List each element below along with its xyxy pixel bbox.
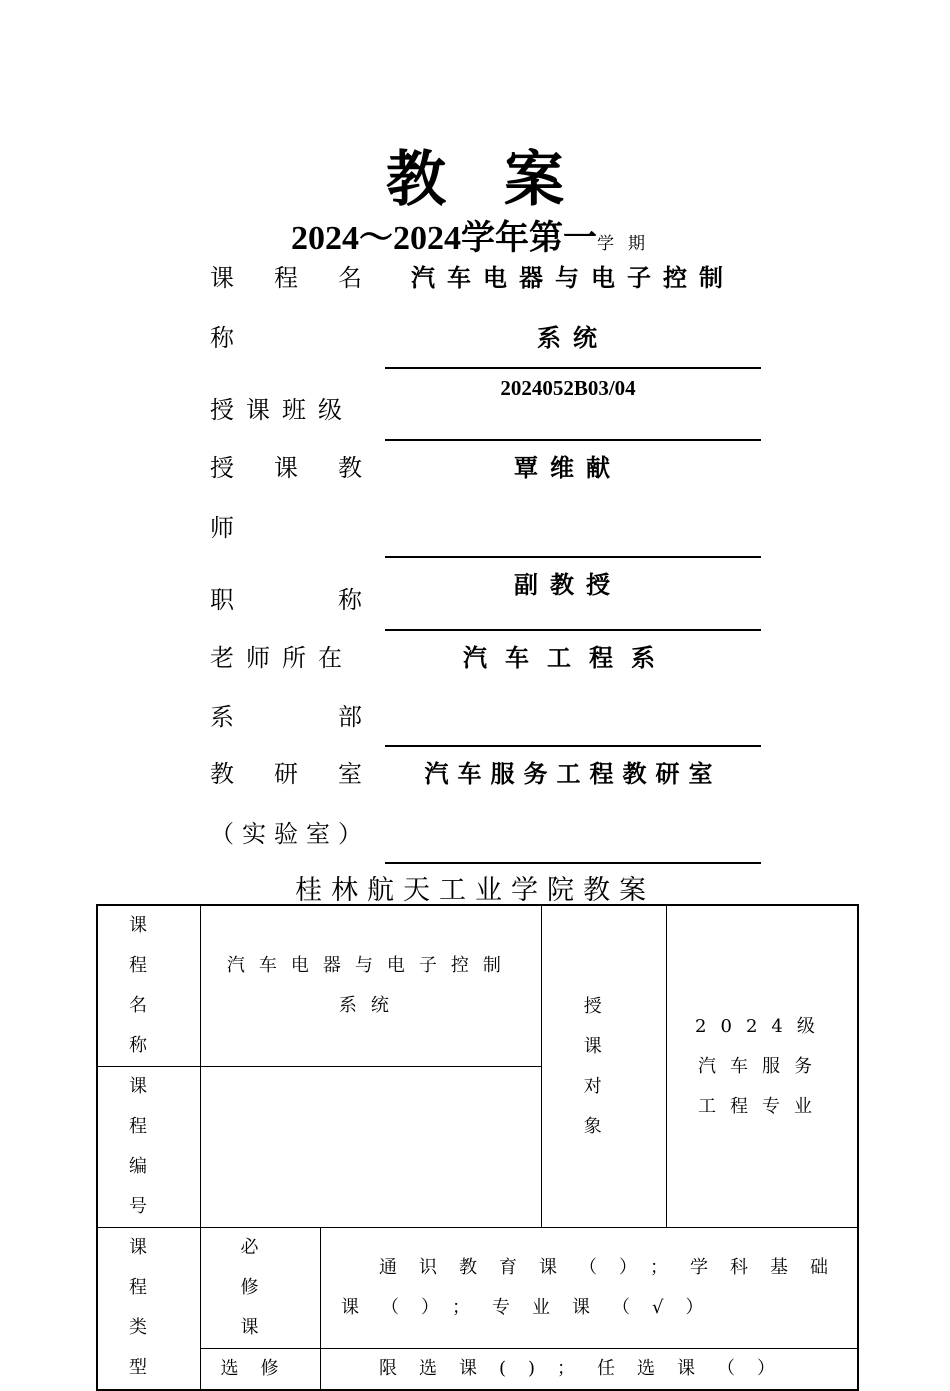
office-value: 汽车服务工程教研室 [424, 759, 722, 788]
semester-suffix: 学期 [597, 234, 659, 254]
page-title: 教案 [386, 145, 622, 215]
dept-underline [385, 745, 761, 747]
course-type-cell-label: 课程类型 [97, 1228, 201, 1391]
course-name-label-2: 称 [210, 324, 236, 352]
dept-label-1: 老师所在 [210, 644, 354, 672]
school-heading: 桂林航天工业学院教案 [295, 875, 655, 906]
required-cell-label: 必修课 [201, 1228, 321, 1349]
class-label: 授课班级 [210, 396, 354, 424]
year-range: 2024～2024学年第一 [291, 220, 597, 257]
course-name-cell-value: 汽车电器与电子控制系统 [201, 905, 542, 1067]
office-label-1: 教研室 [210, 760, 402, 788]
academic-term [0, 210, 950, 259]
required-options-line-1: 通识教育课（）；学科基础 [379, 1257, 850, 1278]
course-name-cell-label: 课程名称 [97, 905, 201, 1067]
elective-cell-label: 选修 [201, 1349, 321, 1391]
course-name-underline [385, 367, 761, 369]
audience-cell-value: 2024级汽车服务工程专业 [666, 905, 858, 1228]
elective-options-cell: 限选课()；任选课（） [321, 1349, 859, 1391]
course-code-cell-label: 课程编号 [97, 1067, 201, 1228]
class-value: 2024052B03/04 [500, 376, 636, 400]
dept-label-2: 系部 [210, 703, 466, 731]
class-underline [385, 439, 761, 441]
teacher-label-2: 师 [210, 514, 236, 542]
title-underline [385, 629, 761, 631]
office-label-2: （实验室） [210, 820, 370, 848]
office-underline [385, 862, 761, 864]
audience-cell-label: 授课对象 [541, 905, 666, 1228]
course-name-label-1: 课程名 [210, 264, 402, 292]
course-code-cell-value [201, 1067, 542, 1228]
course-name-value-2: 系统 [537, 323, 609, 352]
required-options-line-2: 课（）；专业课（√） [341, 1297, 726, 1318]
course-name-value-1: 汽车电器与电子控制 [411, 263, 735, 292]
teacher-label-1: 授课教 [210, 454, 402, 482]
dept-value: 汽车工程系 [463, 643, 673, 672]
required-options-cell [321, 1228, 859, 1349]
title-value: 副教授 [514, 570, 622, 599]
course-info-table [96, 904, 859, 1391]
teacher-value: 覃维献 [514, 453, 622, 482]
title-label: 职称 [210, 586, 466, 614]
teacher-underline [385, 556, 761, 558]
